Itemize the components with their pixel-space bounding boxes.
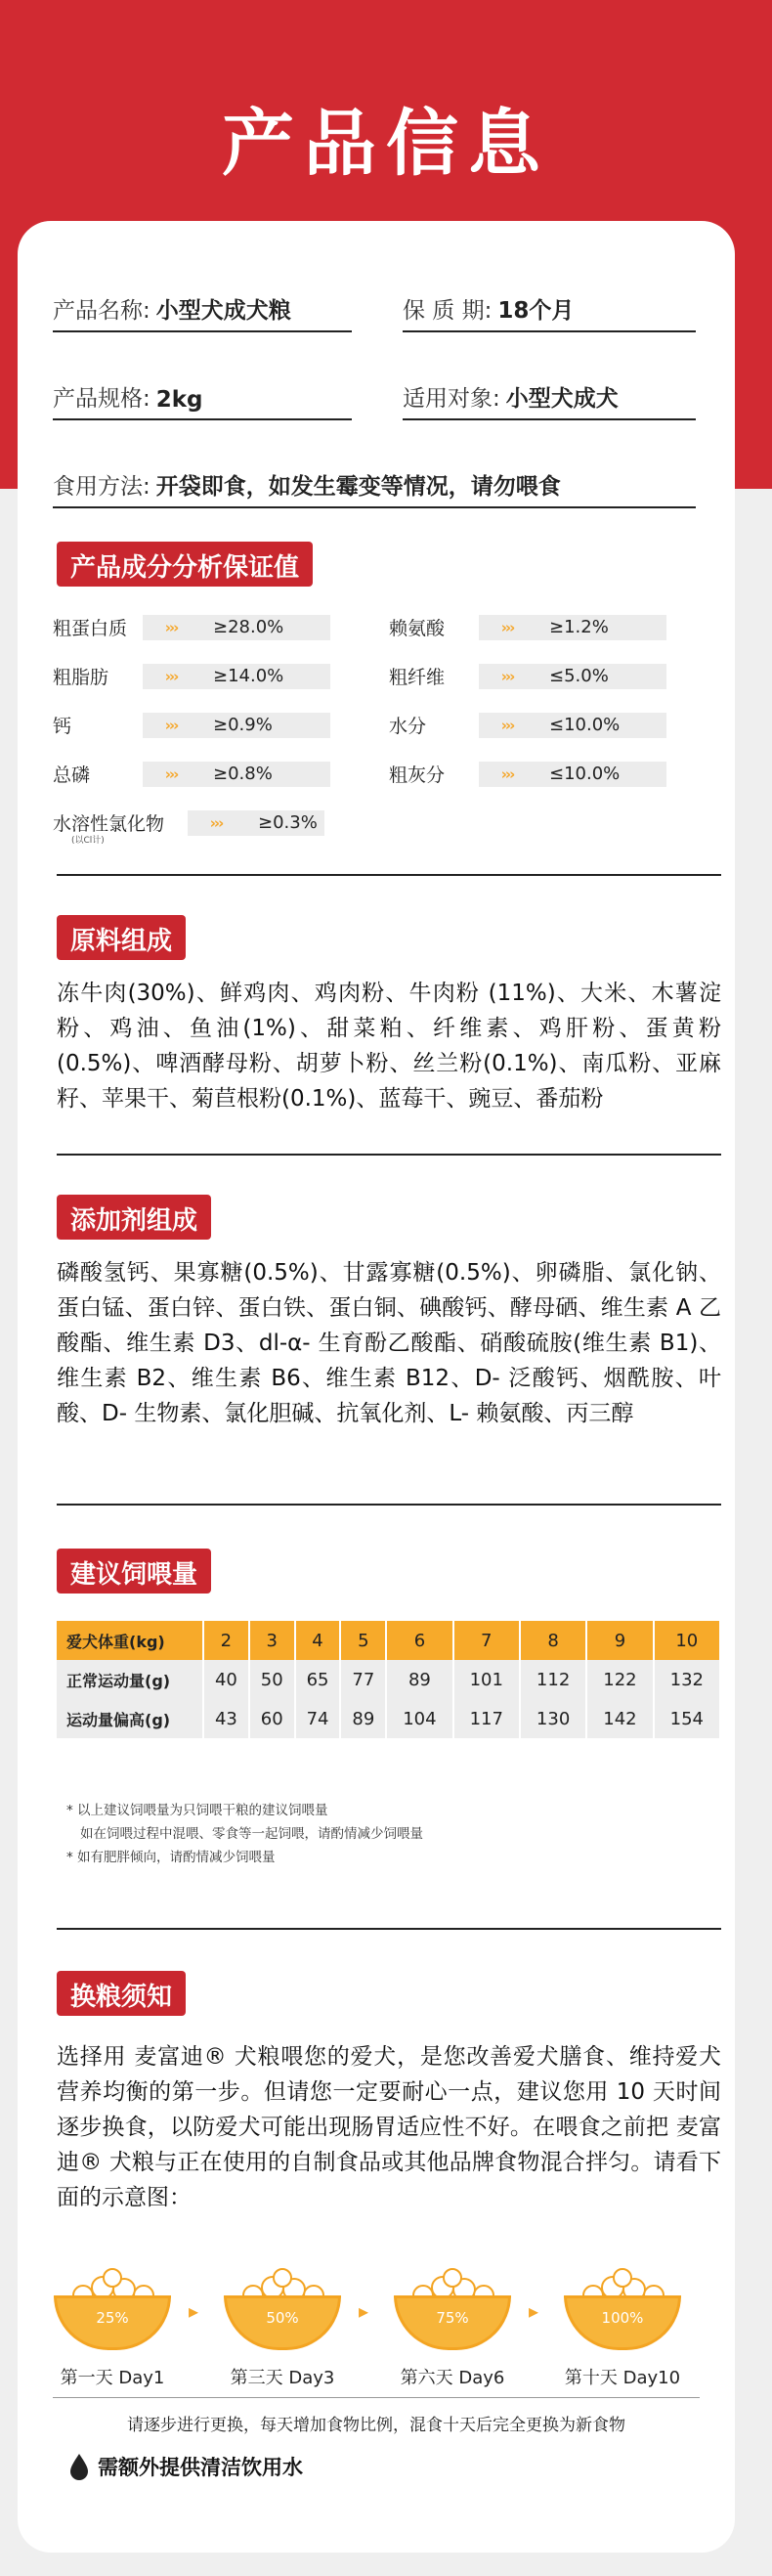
table-cell: 爱犬体重(kg) [57,1621,203,1660]
divider [53,2397,700,2398]
divider [57,1154,721,1156]
table-cell: 112 [520,1660,586,1699]
table-cell: 104 [386,1699,452,1738]
nutrient-value: ≥14.0% [213,666,284,686]
stage-label: 第六天 Day6 [400,2368,505,2388]
arrow-right-icon: ▸ [529,2299,539,2323]
shelf-life-value: 18个月 [497,298,575,324]
table-cell: 142 [586,1699,653,1738]
stage-label: 第一天 Day1 [60,2368,165,2388]
stage-percent: 100% [601,2309,644,2327]
product-spec-field [53,377,352,420]
product-spec-value: 2kg [155,387,203,413]
water-note [68,2452,303,2481]
divider [57,1504,721,1506]
ingredients-text: 冻牛肉(30%)、鲜鸡肉、鸡肉粉、牛肉粉 (11%)、大米、木薯淀粉、鸡油、鱼油(1%)、甜菜粕、纤维素、鸡肝粉、蛋黄粉(0.5%)、啤酒酵母粉、胡萝卜粉、丝兰粉(0.1%)、南瓜粉、亚麻籽、苹果干、菊苣根粉(0.1%)、蓝莓干、豌豆、番茄粉 [57,981,721,1112]
product-name-value: 小型犬成犬粮 [155,298,291,324]
feeding-note: * 如有肥胖倾向，请酌情减少饲喂量 [66,1850,276,1865]
stage-day3 [209,2266,356,2389]
divider [57,874,721,876]
food-bowl-icon [564,2266,681,2350]
target-field [403,377,696,420]
target-label: 适用对象: [403,386,500,412]
nutrient-label: 赖氨酸 [389,618,446,639]
target-value: 小型犬成犬 [505,386,619,412]
nutrient-value: ≥0.9% [213,715,273,735]
nutrient-value: ≥0.8% [213,764,273,784]
nutrient-value: ≤5.0% [549,666,609,686]
table-cell: 8 [520,1621,586,1660]
transition-heading: 换粮须知 [57,1971,186,2016]
arrows-icon: ››› [164,667,178,685]
food-bowl-icon [224,2266,341,2350]
arrows-icon: ››› [500,618,514,636]
usage-value: 开袋即食，如发生霉变等情况，请勿喂食 [155,474,561,500]
table-cell: 130 [520,1699,586,1738]
stage-day1 [39,2266,186,2389]
arrows-icon: ››› [164,716,178,734]
table-cell: 10 [654,1621,720,1660]
table-cell: 正常运动量(g) [57,1660,203,1699]
nutrient-row [389,712,666,738]
table-cell: 101 [453,1660,520,1699]
stage-day6 [379,2266,526,2389]
table-cell: 77 [340,1660,386,1699]
nutrient-row [53,809,324,836]
nutrient-row [53,712,330,738]
page-title: 产品信息 [222,102,550,186]
arrows-icon: ››› [209,813,223,832]
table-cell: 122 [586,1660,653,1699]
feeding-table [57,1621,721,1738]
arrows-icon: ››› [500,667,514,685]
table-cell: 60 [249,1699,295,1738]
arrows-icon: ››› [500,716,514,734]
table-cell: 9 [586,1621,653,1660]
info-card [18,221,735,2553]
table-row [57,1699,720,1738]
nutrient-row [53,761,330,787]
table-cell: 运动量偏高(g) [57,1699,203,1738]
feeding-note: * 以上建议饲喂量为只饲喂干粮的建议饲喂量 [66,1803,328,1818]
transition-text: 选择用 麦富迪® 犬粮喂您的爱犬，是您改善爱犬膳食、维持爱犬营养均衡的第一步。但请您一定要耐心一点，建议您用 10 天时间逐步换食，以防爱犬可能出现肠胃适应性不好。在喂食之前把 麦富迪® 犬粮与正在使用的自制食品或其他品牌食物混合拌匀。请看下面的示意图： [57,2044,721,2210]
table-cell: 3 [249,1621,295,1660]
nutrient-label: 粗纤维 [389,667,446,688]
stage-percent: 25% [96,2309,129,2327]
transition-tip: 请逐步进行更换，每天增加食物比例，混食十天后完全更换为新食物 [127,2416,625,2435]
nutrient-row [389,663,666,689]
nutrient-value: ≤10.0% [549,715,621,735]
table-cell: 154 [654,1699,720,1738]
nutrient-row [389,614,666,640]
arrow-right-icon: ▸ [359,2299,369,2323]
table-cell: 43 [203,1699,249,1738]
nutrient-value: ≥1.2% [549,617,609,637]
stage-label: 第三天 Day3 [230,2368,335,2388]
nutrient-label: 粗灰分 [389,764,446,786]
divider [57,1928,721,1930]
nutrient-label: 粗蛋白质 [53,618,128,639]
table-cell: 40 [203,1660,249,1699]
nutrient-label: 总磷 [53,764,91,786]
feeding-notes [66,1799,423,1869]
nutrient-label: 粗脂肪 [53,667,109,688]
usage-label: 食用方法: [53,474,150,500]
nutrient-row [389,761,666,787]
food-bowl-icon [394,2266,511,2350]
stage-percent: 50% [266,2309,299,2327]
arrows-icon: ››› [164,764,178,783]
nutrient-value: ≥28.0% [213,617,284,637]
nutrition-heading: 产品成分分析保证值 [57,542,313,587]
table-cell: 6 [386,1621,452,1660]
nutrient-row [53,614,330,640]
nutrient-value: ≥0.3% [258,812,318,833]
usage-field [53,465,696,508]
table-cell: 89 [340,1699,386,1738]
nutrient-label: 水溶性氯化物 [53,813,165,835]
table-row [57,1660,720,1699]
chloride-note: (以Cl计) [71,836,105,846]
nutrient-row [53,663,330,689]
feeding-note: 如在饲喂过程中混喂、零食等一起饲喂，请酌情减少饲喂量 [80,1826,423,1842]
table-cell: 2 [203,1621,249,1660]
food-bowl-icon [54,2266,171,2350]
table-cell: 117 [453,1699,520,1738]
additives-heading: 添加剂组成 [57,1195,211,1240]
arrows-icon: ››› [500,764,514,783]
table-cell: 89 [386,1660,452,1699]
stage-day10 [549,2266,696,2389]
table-row [57,1621,720,1660]
table-cell: 5 [340,1621,386,1660]
product-name-label: 产品名称: [53,298,150,324]
table-cell: 74 [295,1699,341,1738]
nutrient-value: ≤10.0% [549,764,621,784]
nutrient-label: 水分 [389,716,427,737]
table-cell: 4 [295,1621,341,1660]
feeding-heading: 建议饲喂量 [57,1549,211,1594]
shelf-life-field [403,289,696,332]
additives-text: 磷酸氢钙、果寡糖(0.5%)、甘露寡糖(0.5%)、卵磷脂、氯化钠、蛋白锰、蛋白锌、蛋白铁、蛋白铜、碘酸钙、酵母硒、维生素 A 乙酸酯、维生素 D3、dl-α- 生育酚乙酸酯、硝酸硫胺(维生素 B1)、维生素 B2、维生素 B6、维生素 B12、D- 泛酸钙、烟酰胺、叶酸、D- 生物素、氯化胆碱、抗氧化剂、L- 赖氨酸、丙三醇 [57,1260,721,1426]
nutrient-label: 钙 [53,716,72,737]
shelf-life-label: 保 质 期: [403,298,493,324]
ingredients-heading: 原料组成 [57,915,186,960]
stage-percent: 75% [436,2309,469,2327]
stage-label: 第十天 Day10 [564,2368,681,2388]
table-cell: 7 [453,1621,520,1660]
table-cell: 132 [654,1660,720,1699]
water-drop-icon [68,2453,90,2480]
product-spec-label: 产品规格: [53,386,150,412]
product-name-field [53,289,352,332]
arrows-icon: ››› [164,618,178,636]
table-cell: 65 [295,1660,341,1699]
arrow-right-icon: ▸ [189,2299,199,2323]
table-cell: 50 [249,1660,295,1699]
water-note-text: 需额外提供清洁饮用水 [98,2456,303,2479]
